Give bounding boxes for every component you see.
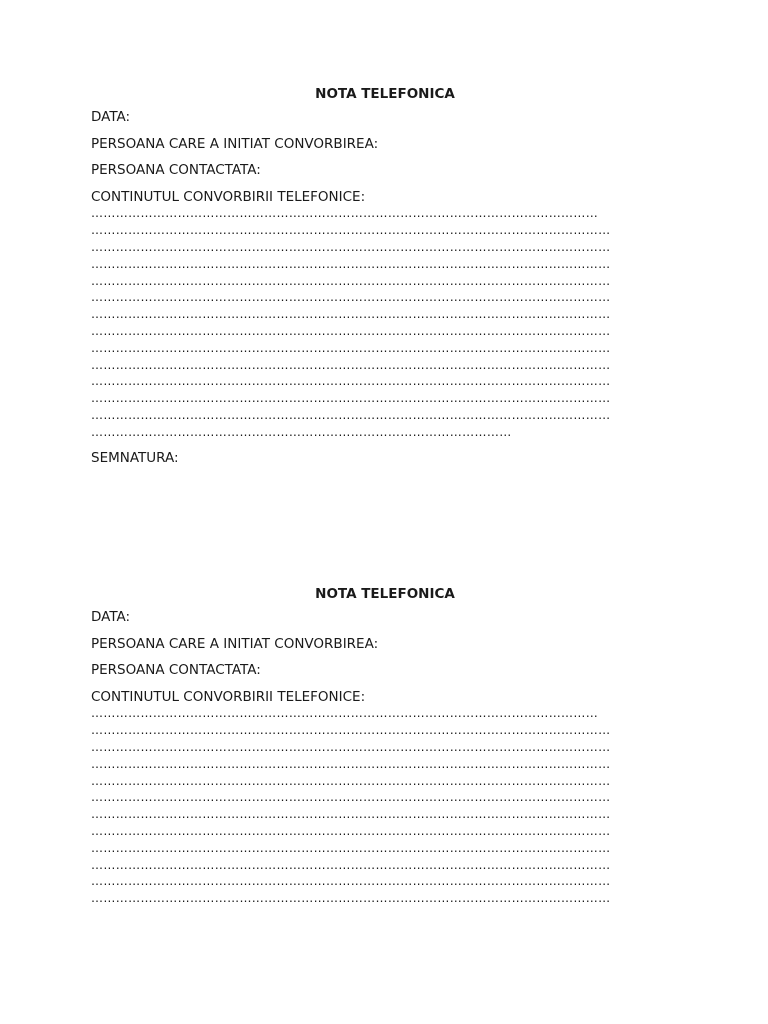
- initiator-field-label: PERSOANA CARE A INITIAT CONVORBIREA:: [91, 135, 379, 152]
- date-field-label: DATA:: [91, 109, 131, 125]
- dotted-line: ………………………………………………………………………………………………………………: [91, 290, 611, 305]
- dotted-line: ………………………………………………………………………………………………………………: [91, 756, 611, 771]
- dotted-line: ……………………………………………………………………………………………………………: [91, 706, 599, 721]
- dotted-line: ………………………………………………………………………………………………………………: [91, 374, 611, 389]
- dotted-line: ………………………………………………………………………………………………………………: [91, 891, 611, 906]
- phone-note-form-2: [91, 584, 674, 907]
- dotted-line: ………………………………………………………………………………………………………………: [91, 239, 611, 254]
- dotted-line: ………………………………………………………………………………………………………………: [91, 323, 611, 338]
- conversation-content-label: CONTINUTUL CONVORBIRII TELEFONICE:: [91, 188, 366, 205]
- signature-label: SEMNATURA:: [91, 449, 179, 466]
- contacted-person-field-label: PERSOANA CONTACTATA:: [91, 662, 261, 679]
- dotted-line: ………………………………………………………………………………………………………………: [91, 773, 611, 788]
- phone-note-form-1: [91, 84, 674, 471]
- dotted-line: ………………………………………………………………………………………………………………: [91, 223, 611, 238]
- dotted-line: …………………………………………………………………………………………: [91, 424, 512, 439]
- dotted-line: ………………………………………………………………………………………………………………: [91, 857, 611, 872]
- dotted-line: ………………………………………………………………………………………………………………: [91, 357, 611, 372]
- dotted-line: ………………………………………………………………………………………………………………: [91, 256, 611, 271]
- conversation-content-lines: [91, 705, 674, 907]
- dotted-line: ………………………………………………………………………………………………………………: [91, 807, 611, 822]
- dotted-line: ………………………………………………………………………………………………………………: [91, 340, 611, 355]
- dotted-line: ………………………………………………………………………………………………………………: [91, 790, 611, 805]
- dotted-line: ………………………………………………………………………………………………………………: [91, 407, 611, 422]
- form-title: NOTA TELEFONICA: [315, 86, 455, 102]
- dotted-line: ………………………………………………………………………………………………………………: [91, 723, 611, 738]
- date-field-label: DATA:: [91, 609, 131, 625]
- form-title: NOTA TELEFONICA: [315, 586, 455, 602]
- initiator-field-label: PERSOANA CARE A INITIAT CONVORBIREA:: [91, 635, 379, 652]
- contacted-person-field-label: PERSOANA CONTACTATA:: [91, 162, 261, 179]
- dotted-line: ………………………………………………………………………………………………………………: [91, 840, 611, 855]
- dotted-line: ……………………………………………………………………………………………………………: [91, 206, 599, 221]
- dotted-line: ………………………………………………………………………………………………………………: [91, 391, 611, 406]
- dotted-line: ………………………………………………………………………………………………………………: [91, 739, 611, 754]
- dotted-line: ………………………………………………………………………………………………………………: [91, 307, 611, 322]
- dotted-line: ………………………………………………………………………………………………………………: [91, 823, 611, 838]
- dotted-line: ………………………………………………………………………………………………………………: [91, 273, 611, 288]
- conversation-content-lines: [91, 205, 674, 440]
- conversation-content-label: CONTINUTUL CONVORBIRII TELEFONICE:: [91, 688, 366, 705]
- dotted-line: ………………………………………………………………………………………………………………: [91, 874, 611, 889]
